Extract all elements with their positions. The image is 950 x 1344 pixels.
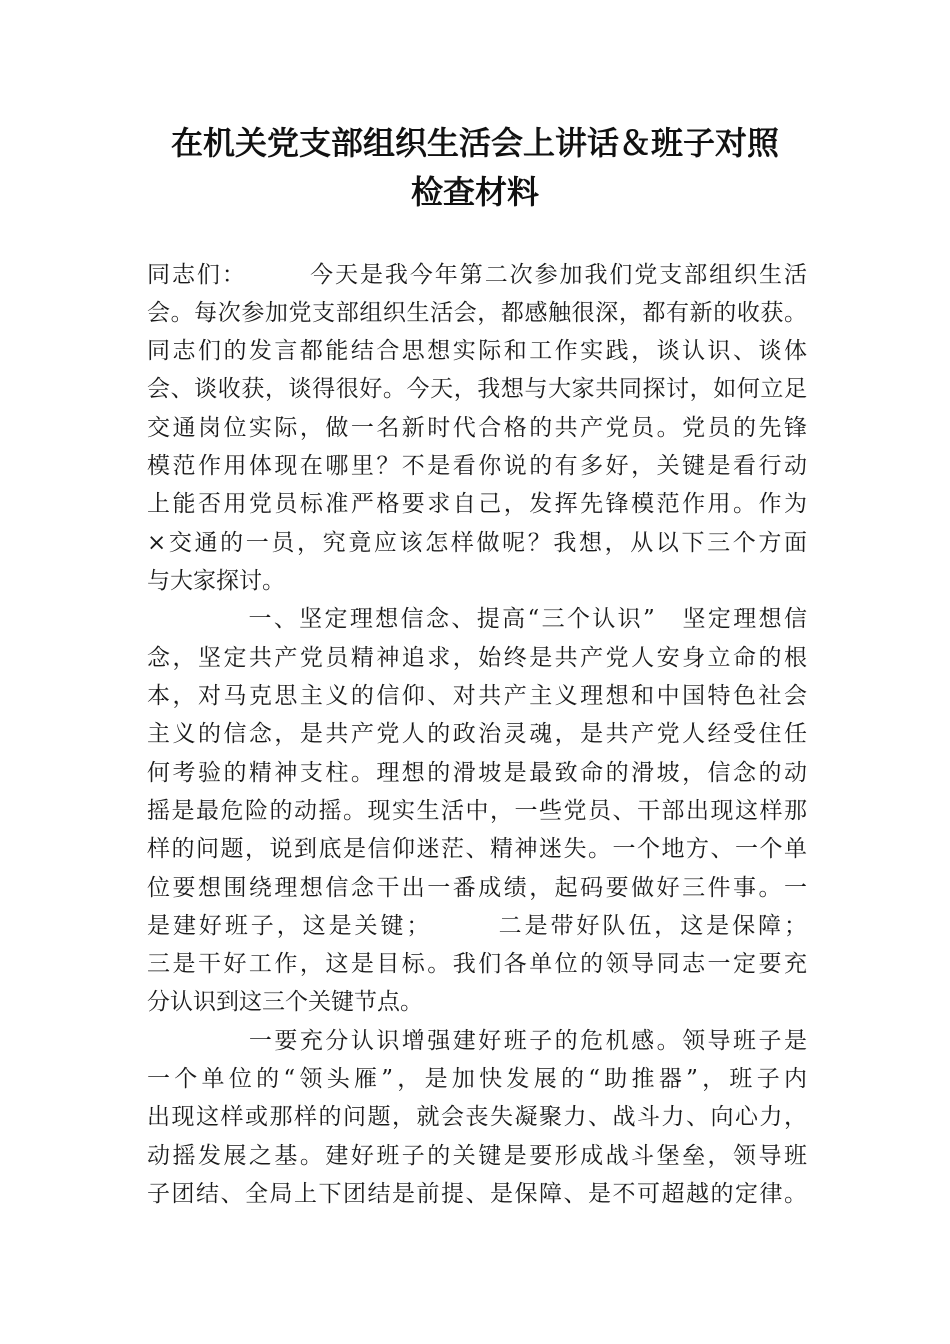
body-line: 动摇发展之基。建好班子的关键是要形成战斗堡垒，领导班 — [147, 1143, 807, 1169]
body-line: 本，对马克思主义的信仰、对共产主义理想和中国特色社会 — [147, 683, 807, 709]
body-line: 位要想围绕理想信念干出一番成绩，起码要做好三件事。一 — [147, 875, 807, 901]
body-line: 是建好班子，这是关键； 二是带好队伍，这是保障； — [147, 913, 807, 939]
body-line: 模范作用体现在哪里？不是看你说的有多好，关键是看行动 — [147, 453, 807, 479]
body-line: 样的问题，说到底是信仰迷茫、精神迷失。一个地方、一个单 — [147, 836, 807, 862]
body-line: 分认识到这三个关键节点。 — [147, 989, 423, 1015]
body-line: 三是干好工作，这是目标。我们各单位的领导同志一定要充 — [147, 951, 807, 977]
body-line: 上能否用党员标准严格要求自己，发挥先锋模范作用。作为 — [147, 491, 807, 517]
document-title-line-1: 在机关党支部组织生活会上讲话＆班子对照 — [170, 124, 779, 162]
body-line: 同志们： 今天是我今年第二次参加我们党支部组织生活 — [147, 262, 807, 288]
body-line: 主义的信念，是共产党人的政治灵魂，是共产党人经受住任 — [147, 721, 807, 747]
body-line: 会。每次参加党支部组织生活会，都感触很深，都有新的收获。 — [147, 300, 807, 326]
body-line: 一个单位的“领头雁”，是加快发展的“助推器”，班子内 — [147, 1066, 807, 1092]
body-line: 摇是最危险的动摇。现实生活中，一些党员、干部出现这样那 — [147, 798, 807, 824]
body-line: 念，坚定共产党员精神追求，始终是共产党人安身立命的根 — [147, 645, 807, 671]
body-line: 何考验的精神支柱。理想的滑坡是最致命的滑坡，信念的动 — [147, 760, 807, 786]
body-line: 子团结、全局上下团结是前提、是保障、是不可超越的定律。 — [147, 1181, 807, 1207]
body-line: 一要充分认识增强建好班子的危机感。领导班子是 — [147, 1028, 807, 1054]
body-line: 一、坚定理想信念、提高“三个认识” 坚定理想信 — [147, 606, 807, 632]
body-line: 交通岗位实际，做一名新时代合格的共产党员。党员的先锋 — [147, 415, 807, 441]
body-line: 会、谈收获，谈得很好。今天，我想与大家共同探讨，如何立足 — [147, 376, 807, 402]
body-line: 出现这样或那样的问题，就会丧失凝聚力、战斗力、向心力， — [147, 1104, 807, 1130]
document-title-line-2: 检查材料 — [410, 173, 539, 211]
body-line: ×交通的一员，究竟应该怎样做呢？我想，从以下三个方面 — [147, 530, 807, 556]
body-line: 与大家探讨。 — [147, 568, 285, 594]
body-line: 同志们的发言都能结合思想实际和工作实践，谈认识、谈体 — [147, 338, 807, 364]
